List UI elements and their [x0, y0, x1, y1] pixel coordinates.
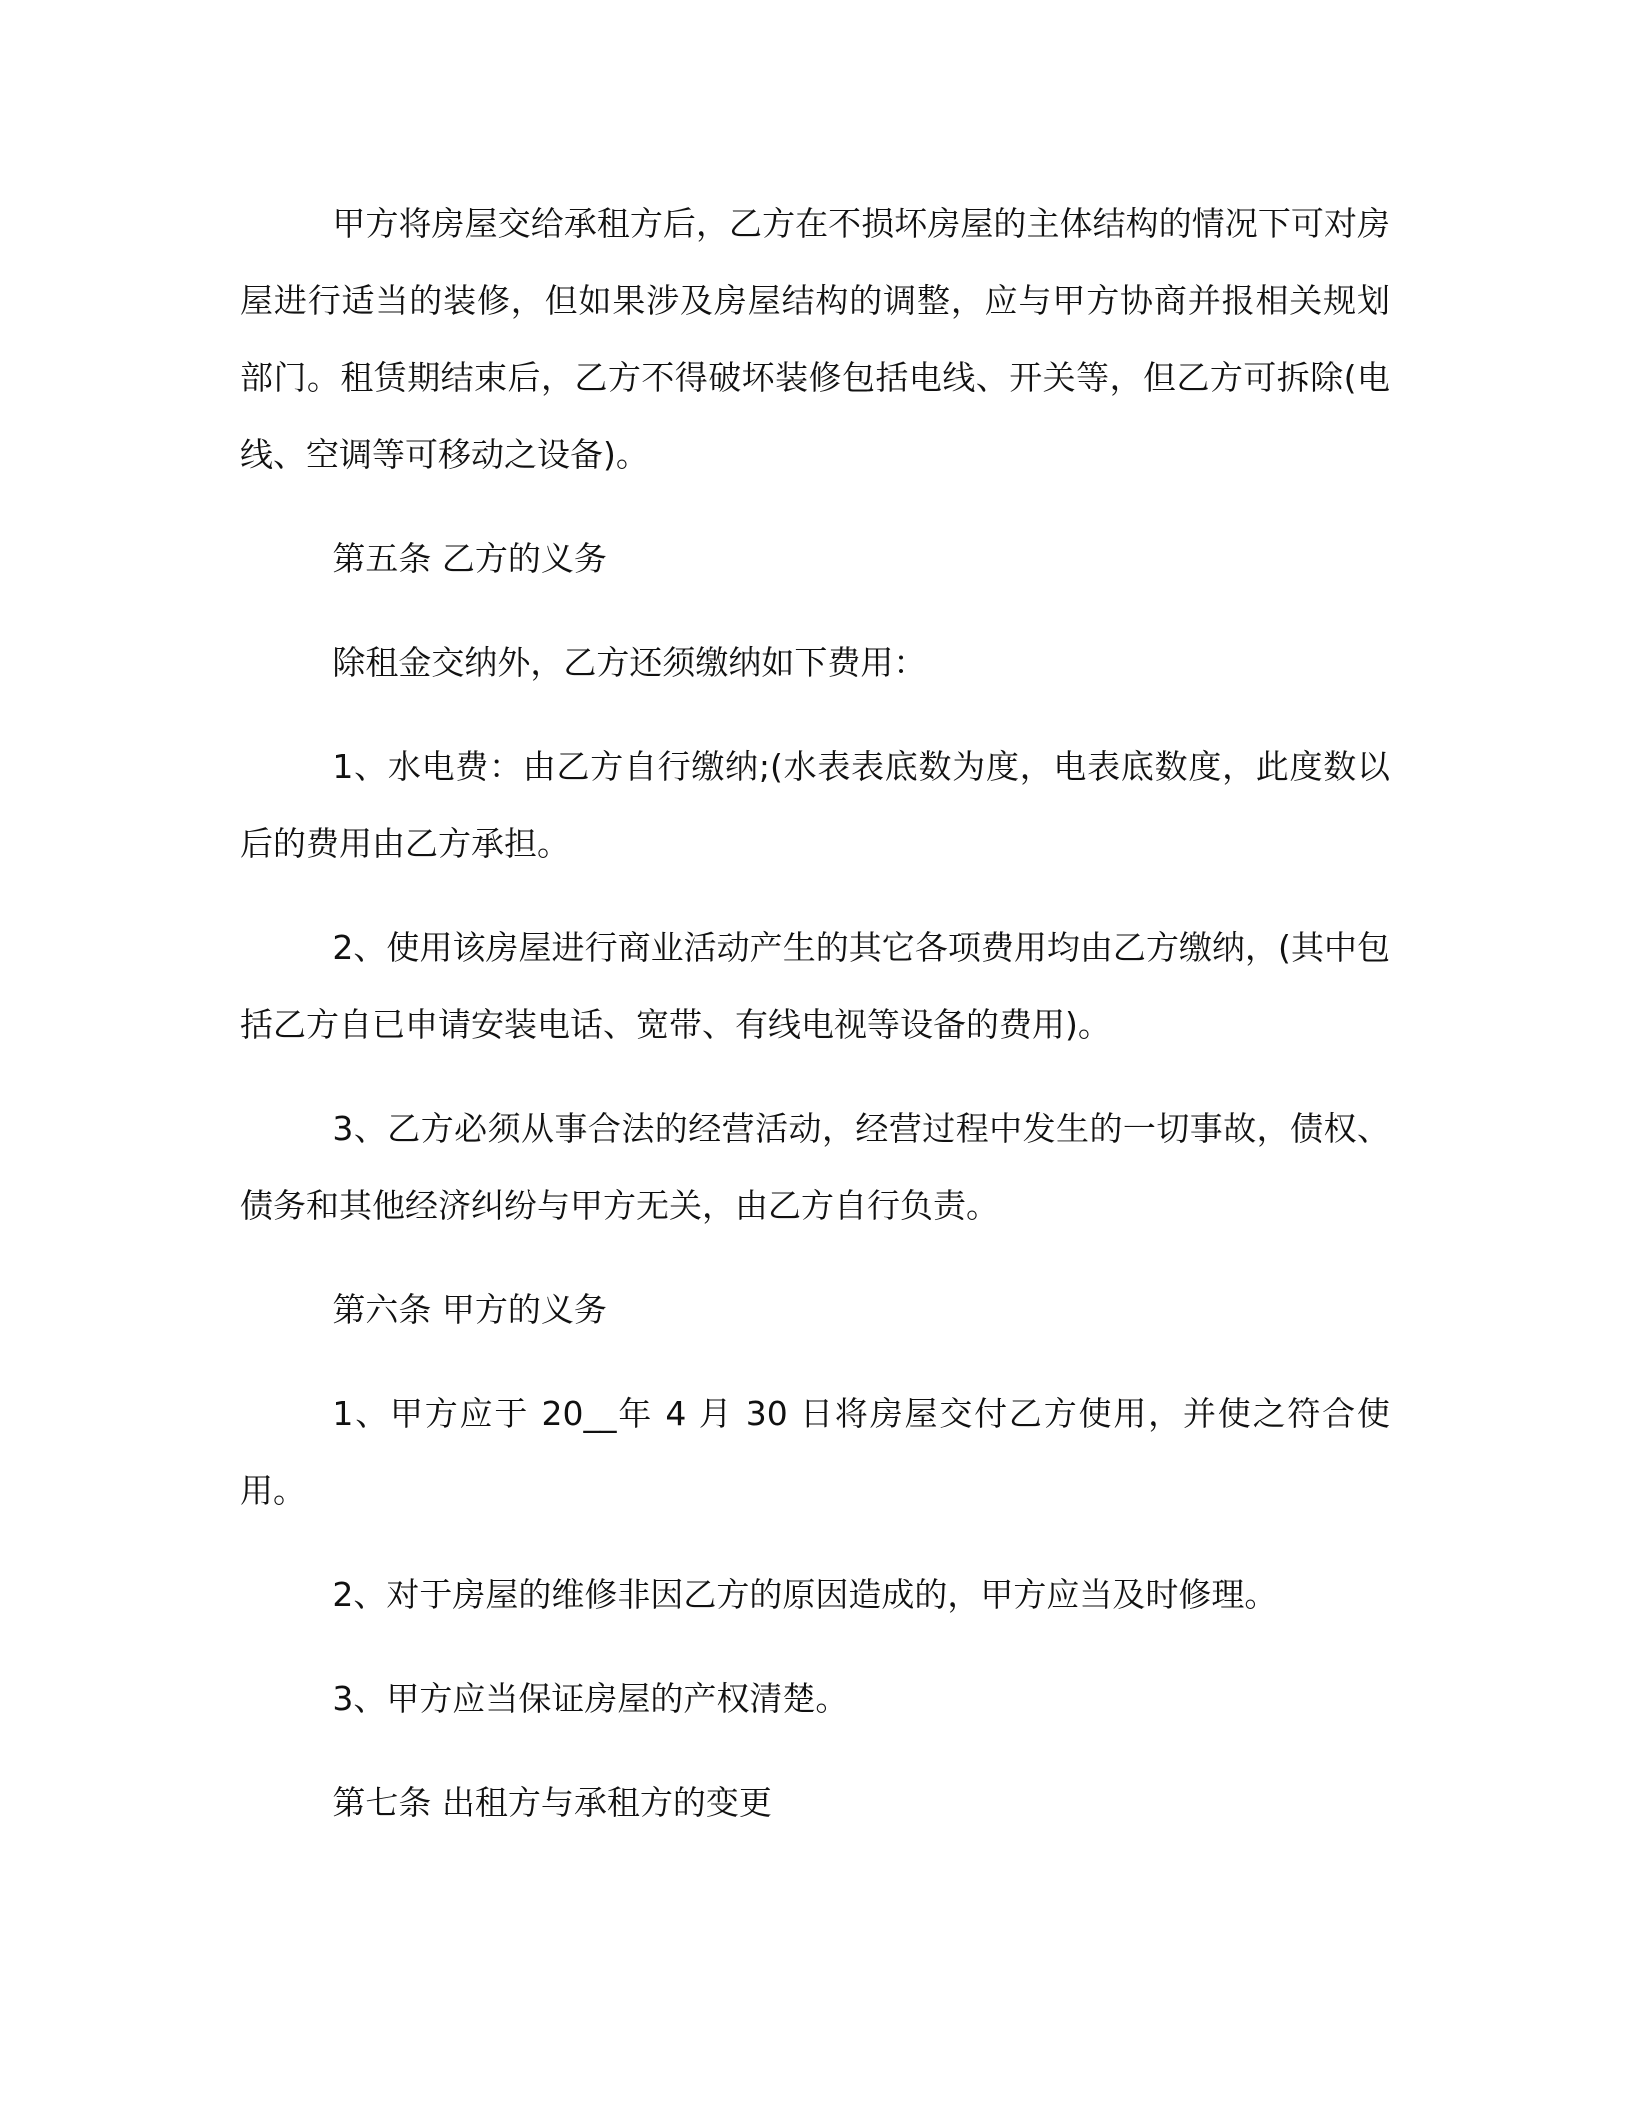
paragraph-business-fees: 2、使用该房屋进行商业活动产生的其它各项费用均由乙方缴纳，(其中包括乙方自已申请安装电话、宽带、有线电视等设备的费用)。	[240, 928, 1390, 1044]
heading-article-7: 第七条 出租方与承租方的变更	[332, 1783, 772, 1822]
paragraph-repairs: 2、对于房屋的维修非因乙方的原因造成的，甲方应当及时修理。	[332, 1575, 1278, 1614]
paragraph-delivery-date: 1、甲方应于 20__年 4 月 30 日将房屋交付乙方使用，并使之符合使用。	[240, 1394, 1390, 1510]
heading-article-6: 第六条 甲方的义务	[332, 1290, 607, 1329]
paragraph-renovation-terms: 甲方将房屋交给承租方后，乙方在不损坏房屋的主体结构的情况下可对房屋进行适当的装修，但如果涉及房屋结构的调整，应与甲方协商并报相关规划部门。租赁期结束后，乙方不得破坏装修包括电线、开关等，但乙方可拆除(电线、空调等可移动之设备)。	[240, 204, 1390, 474]
paragraph-utilities: 1、水电费：由乙方自行缴纳;(水表表底数为度，电表底数度，此度数以后的费用由乙方承担。	[240, 747, 1390, 863]
heading-article-5: 第五条 乙方的义务	[332, 539, 607, 578]
paragraph-legal-operation: 3、乙方必须从事合法的经营活动，经营过程中发生的一切事故，债权、债务和其他经济纠纷与甲方无关，由乙方自行负责。	[240, 1109, 1390, 1225]
paragraph-property-rights: 3、甲方应当保证房屋的产权清楚。	[332, 1679, 849, 1718]
paragraph-fees-intro: 除租金交纳外，乙方还须缴纳如下费用：	[332, 643, 927, 682]
document-body	[240, 185, 1390, 1841]
